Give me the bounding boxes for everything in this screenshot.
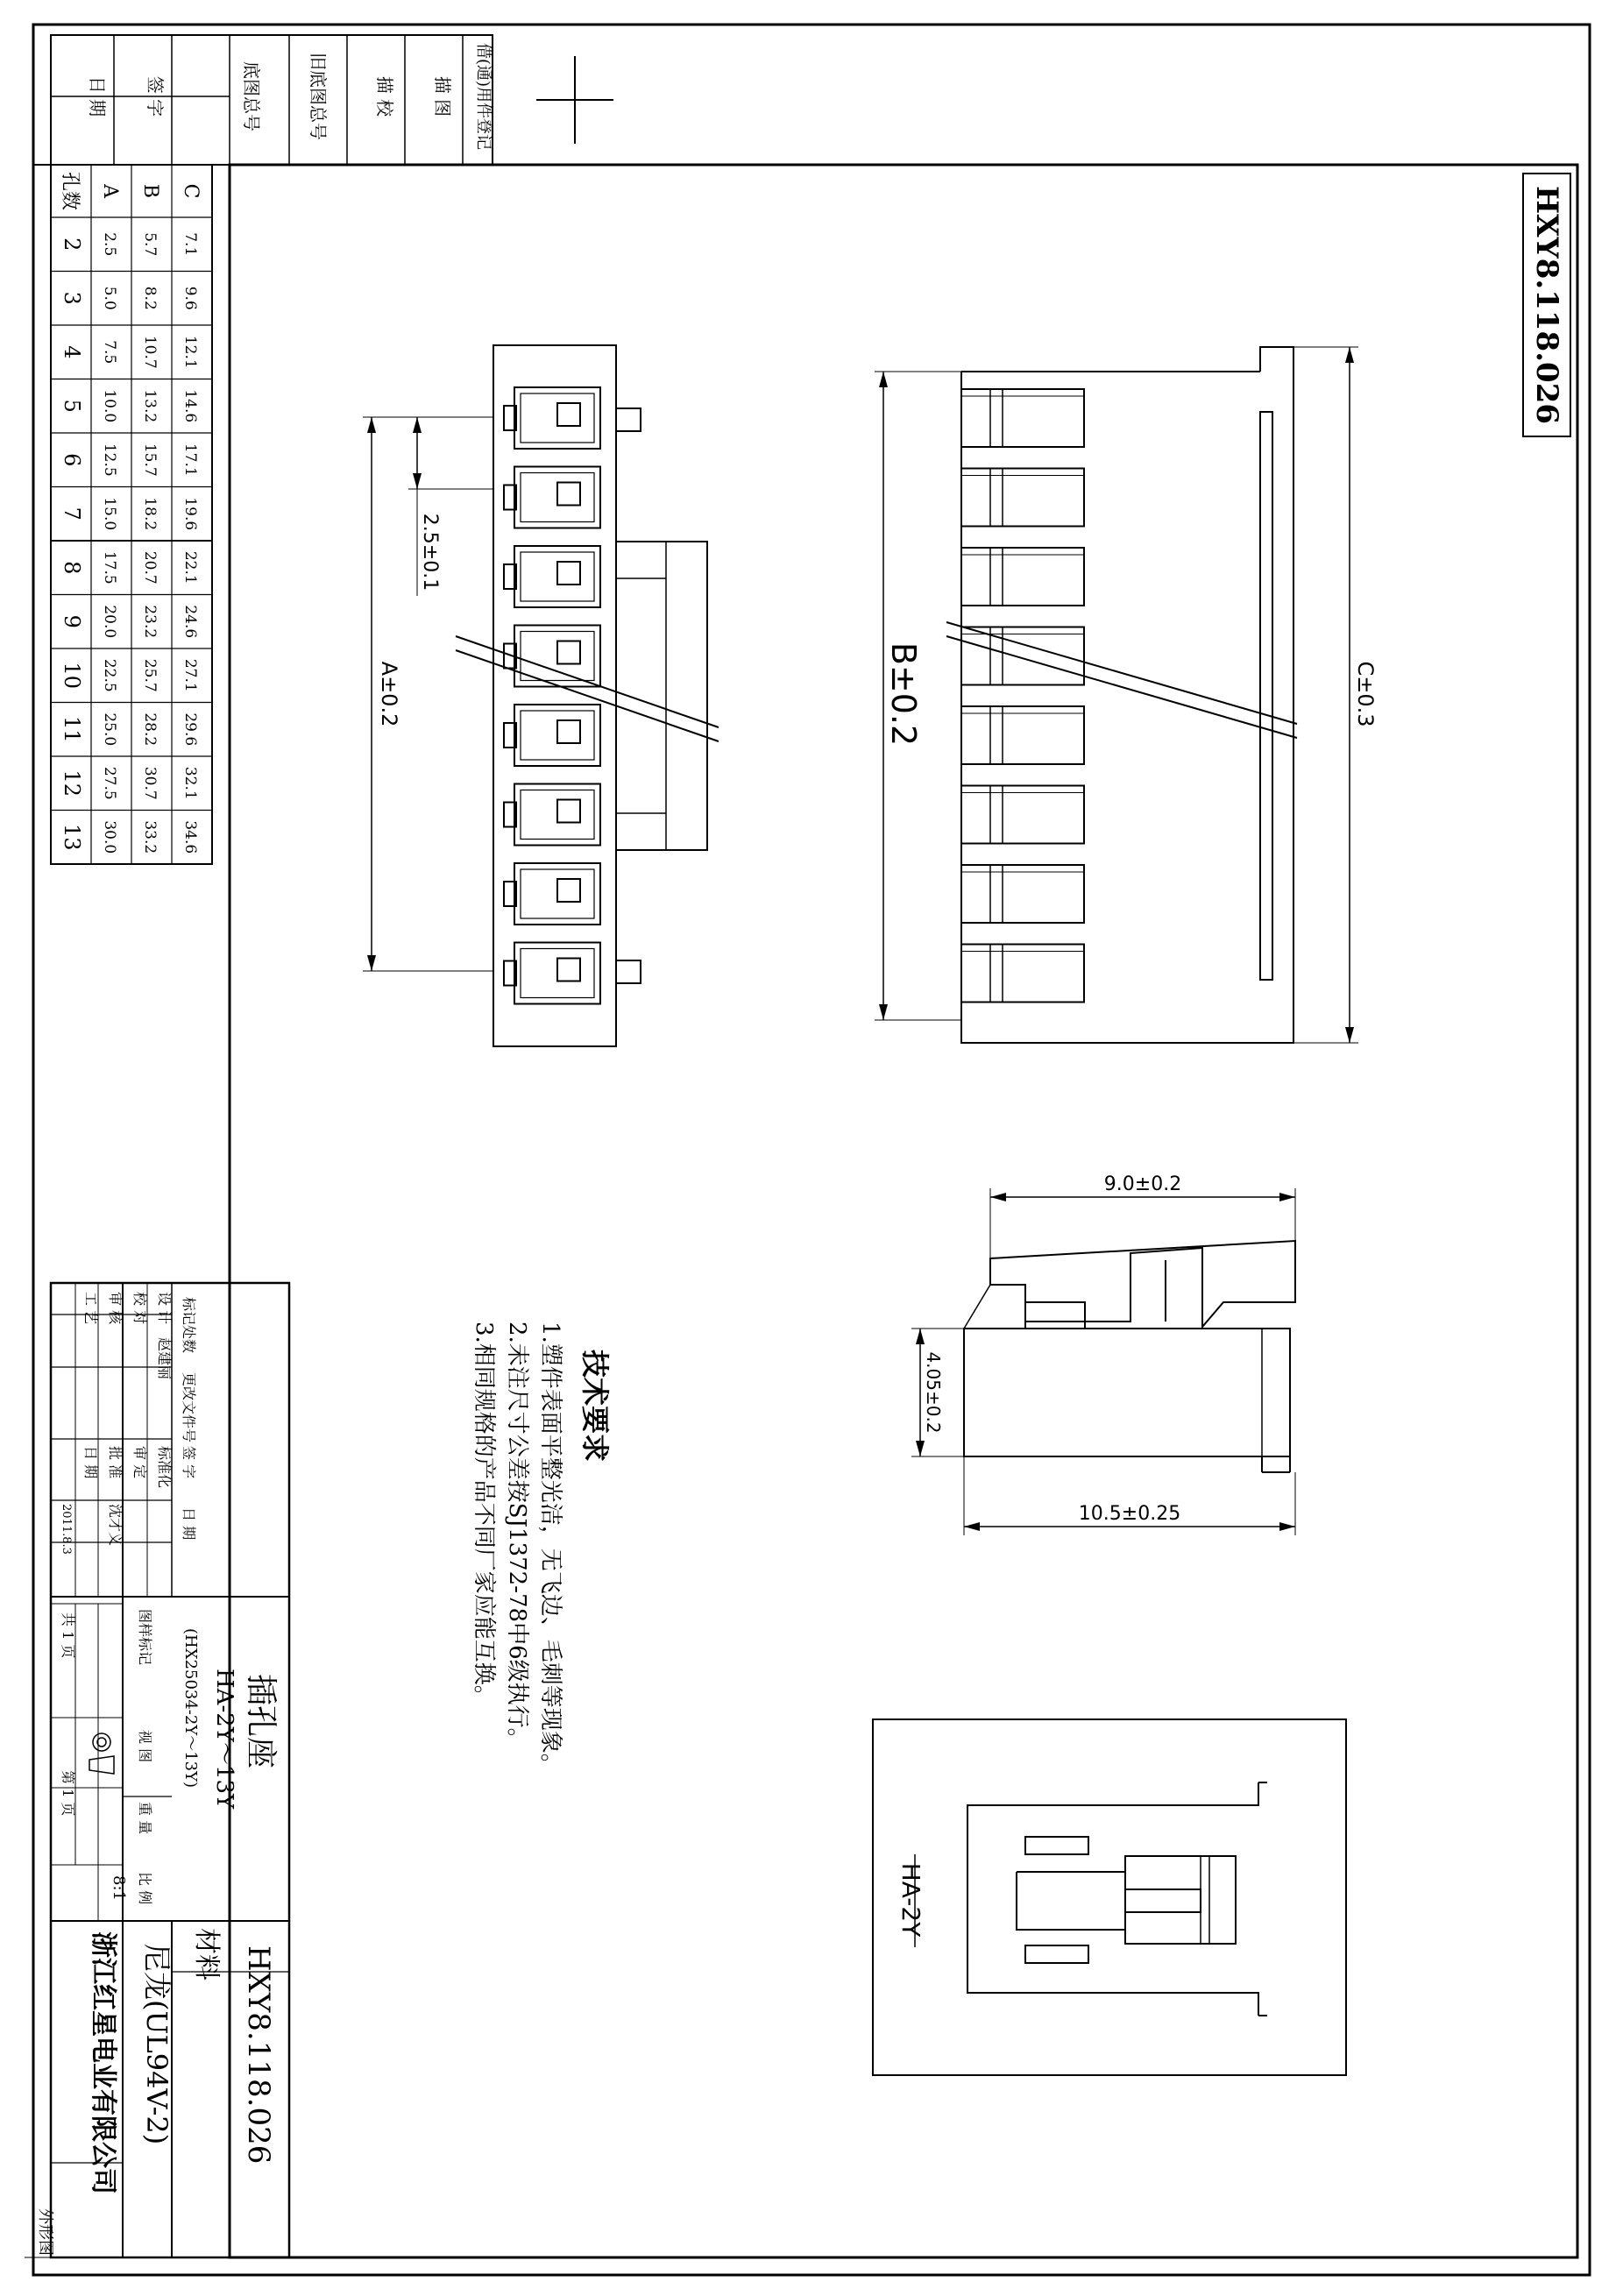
material: 尼龙(UL94V-2) <box>140 1944 174 2145</box>
process-label: 工 艺 <box>82 1292 99 1325</box>
tech-item-2: 2.未注尺寸公差按SJ1372-78中6级执行。 <box>504 1322 530 1751</box>
spec-a-11: 25.0 <box>101 712 118 747</box>
spec-a-10: 22.5 <box>101 658 118 692</box>
alt-model: (HX25034-2Y～13Y) <box>181 1628 200 1789</box>
spec-a-7: 15.0 <box>101 497 118 531</box>
title-block <box>25 1283 289 2257</box>
spec-b-9: 23.2 <box>141 605 159 639</box>
margin-cell-old-base-no: 旧底图总号 <box>308 53 329 140</box>
spec-c-2: 7.1 <box>181 232 199 257</box>
scale-label: 比 例 <box>137 1872 153 1905</box>
spec-c-4: 12.1 <box>181 335 199 369</box>
tech-item-1: 1.塑件表面平整光洁，无飞边、毛刺等现象。 <box>537 1322 563 1776</box>
mark-label: 图样标记 <box>137 1609 153 1666</box>
material-label: 材料 <box>191 1928 222 1981</box>
spec-holes-11: 11 <box>60 715 84 743</box>
spec-header-holes: 孔数 <box>59 171 81 211</box>
approver: 沈才义 <box>107 1504 124 1547</box>
top-slot <box>961 548 1084 606</box>
rev-header-file: 更改文件号 <box>181 1372 197 1443</box>
designer: 赵建丽 <box>156 1337 173 1380</box>
spec-c-9: 24.6 <box>181 605 199 639</box>
spec-b-5: 13.2 <box>141 389 159 423</box>
model: HA-2Y～13Y <box>211 1669 237 1810</box>
inner-border <box>230 165 1577 2257</box>
spec-table <box>51 165 212 864</box>
spec-holes-2: 2 <box>60 237 84 252</box>
margin-cell-base-no: 底图总号 <box>241 61 262 131</box>
spec-c-10: 27.1 <box>181 658 199 692</box>
top-slot <box>961 786 1084 844</box>
spec-c-13: 34.6 <box>181 820 199 854</box>
drawing-number: HXY8.118.026 <box>1529 185 1564 425</box>
dim-side-width: 9.0±0.2 <box>1103 1173 1182 1195</box>
view-label: 视 图 <box>137 1730 153 1763</box>
spec-c-12: 32.1 <box>181 766 199 800</box>
rev-header-date: 日 期 <box>181 1507 197 1541</box>
projection-symbol-icon <box>89 1733 114 1774</box>
top-slots <box>961 389 1084 1003</box>
dim-side-length: 10.5±0.25 <box>1078 1503 1181 1525</box>
weight-label: 重 量 <box>137 1802 153 1835</box>
contact-window <box>557 959 580 981</box>
spec-b-3: 8.2 <box>141 286 159 310</box>
corner-label: 外形图 <box>36 2208 54 2256</box>
contact-window <box>557 720 580 743</box>
approve-label: 批 准 <box>107 1446 124 1479</box>
spec-c-6: 17.1 <box>181 443 199 477</box>
rev-header-count: 处数 <box>181 1325 197 1354</box>
spec-holes-7: 7 <box>60 507 84 521</box>
spec-holes-12: 12 <box>60 769 84 797</box>
spec-a-8: 17.5 <box>101 550 118 585</box>
dim-c: C±0.3 <box>1353 661 1378 727</box>
top-view <box>875 347 1378 1043</box>
tb-drawing-number: HXY8.118.026 <box>241 1945 276 2165</box>
margin-cell-trace-check: 描 校 <box>374 75 395 117</box>
contact-window <box>557 879 580 902</box>
std-label: 标准化 <box>156 1446 173 1489</box>
contact-window <box>557 800 580 823</box>
date: 2011.8.3 <box>60 1504 73 1555</box>
spec-holes-6: 6 <box>60 453 84 467</box>
margin-cell-date: 日 期 <box>87 75 108 117</box>
crosshair-mark <box>536 56 613 144</box>
rev-header-mark: 标记 <box>181 1297 197 1326</box>
spec-b-12: 30.7 <box>141 766 159 800</box>
spec-a-6: 12.5 <box>101 443 118 477</box>
tech-requirements <box>471 1322 612 1776</box>
spec-label-a: A <box>99 184 121 198</box>
spec-a-12: 27.5 <box>101 766 118 800</box>
spec-c-5: 14.6 <box>181 389 199 423</box>
top-slot <box>961 945 1084 1003</box>
spec-b-2: 5.7 <box>141 232 159 257</box>
margin-cell-sign: 签 字 <box>145 75 166 117</box>
design-label: 设 计 <box>156 1292 173 1325</box>
front-view <box>363 345 719 1046</box>
dim-b: B±0.2 <box>884 641 923 747</box>
spec-label-c: C <box>180 183 202 199</box>
spec-a-4: 7.5 <box>101 340 118 365</box>
scale-value: 8:1 <box>110 1875 128 1901</box>
spec-c-7: 19.6 <box>181 497 199 531</box>
spec-b-7: 18.2 <box>141 497 159 531</box>
spec-a-9: 20.0 <box>101 605 118 639</box>
spec-a-3: 5.0 <box>101 286 118 310</box>
dim-pitch: 2.5±0.1 <box>419 513 441 592</box>
spec-holes-5: 5 <box>60 399 84 413</box>
spec-holes-3: 3 <box>60 291 84 305</box>
spec-b-10: 25.7 <box>141 658 159 692</box>
top-slot <box>961 469 1084 527</box>
spec-holes-10: 10 <box>60 662 84 690</box>
contact-window <box>557 403 580 426</box>
spec-c-3: 9.6 <box>181 286 199 310</box>
spec-c-11: 29.6 <box>181 712 199 747</box>
tech-item-3: 3.相同规格的产品不同厂家应能互换。 <box>471 1322 497 1708</box>
dim-side-height: 4.05±0.2 <box>923 1351 944 1434</box>
ha-2y-detail <box>873 1719 1346 2075</box>
margin-table <box>51 35 493 165</box>
spec-label-b: B <box>139 183 161 199</box>
spec-c-8: 22.1 <box>181 550 199 585</box>
contact-window <box>557 562 580 585</box>
top-slot <box>961 706 1084 764</box>
spec-b-4: 10.7 <box>141 335 159 369</box>
spec-b-11: 28.2 <box>141 712 159 747</box>
spec-b-8: 20.7 <box>141 550 159 585</box>
rev-header-sign: 签 字 <box>181 1446 197 1479</box>
spec-a-2: 2.5 <box>101 232 118 257</box>
side-view <box>911 1173 1295 1535</box>
spec-holes-4: 4 <box>60 345 84 359</box>
outer-border <box>33 25 1590 2275</box>
margin-cell-trace: 描 图 <box>432 75 453 117</box>
part-name: 插孔座 <box>243 1674 279 1769</box>
dim-a: A±0.2 <box>377 661 401 727</box>
section-mark: HA-2Y <box>897 1862 925 1938</box>
sheets-total: 共 1 页 <box>60 1612 76 1659</box>
sheet-no: 第 1 页 <box>60 1770 76 1817</box>
check-label: 校 对 <box>131 1292 148 1325</box>
spec-holes-8: 8 <box>60 561 84 575</box>
tech-heading: 技术要求 <box>578 1350 612 1463</box>
top-slot <box>961 389 1084 447</box>
spec-holes-9: 9 <box>60 614 84 628</box>
spec-b-6: 15.7 <box>141 443 159 477</box>
spec-a-5: 10.0 <box>101 389 118 423</box>
spec-b-13: 33.2 <box>141 820 159 854</box>
top-slot <box>961 865 1084 923</box>
contact-window <box>557 483 580 506</box>
spec-holes-13: 13 <box>60 823 84 851</box>
date-label: 日 期 <box>82 1446 99 1479</box>
margin-cell-borrow: 借(通)用件登记 <box>474 42 493 151</box>
contact-window <box>557 641 580 664</box>
company: 浙江红星电业有限公司 <box>88 1931 118 2194</box>
spec-a-13: 30.0 <box>101 820 118 854</box>
audit-label: 审 定 <box>131 1446 148 1479</box>
review-label: 审 核 <box>107 1292 124 1325</box>
